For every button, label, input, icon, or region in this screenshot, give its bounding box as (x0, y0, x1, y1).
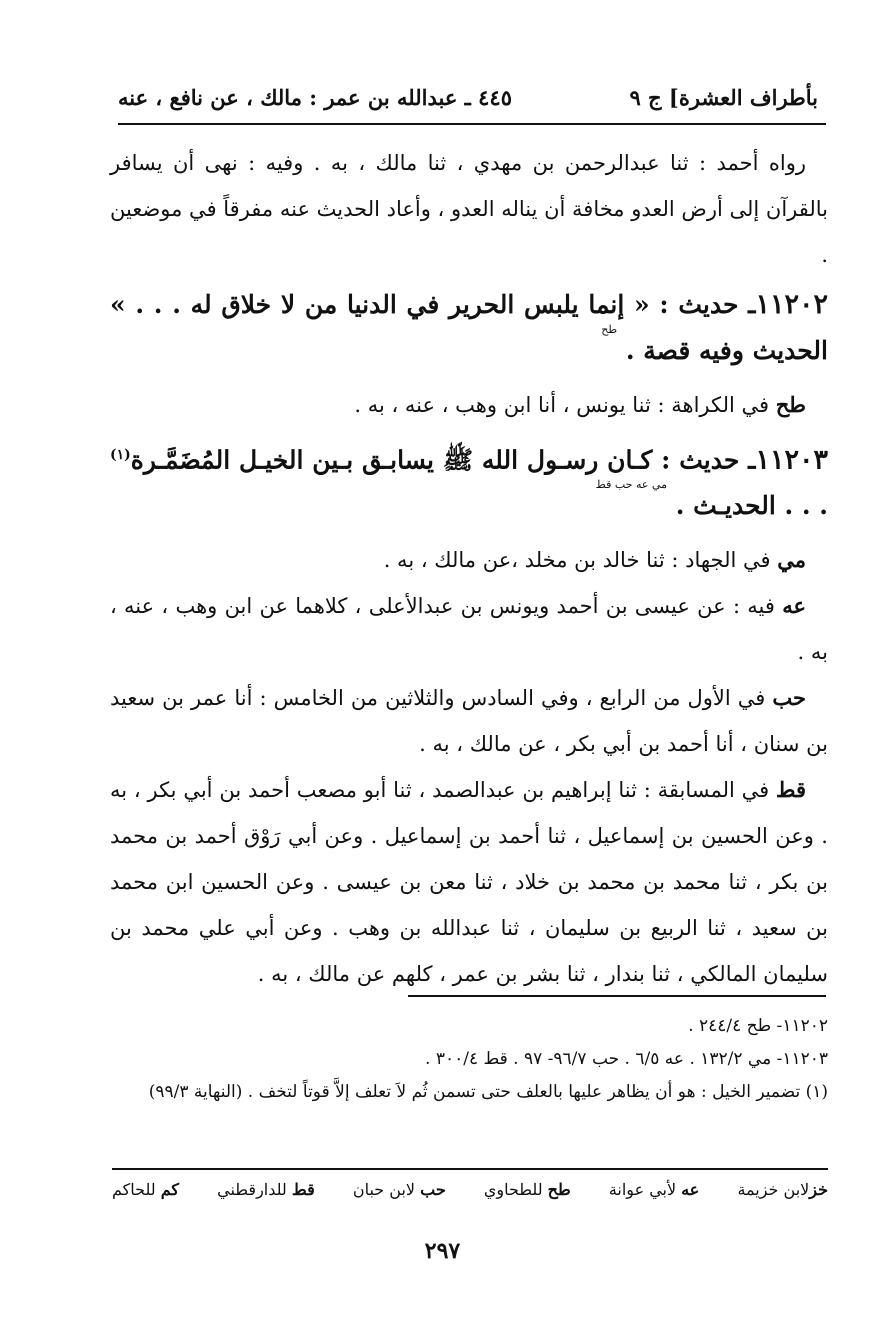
header-chapter-title: ٤٤٥ ـ عبدالله بن عمر : مالك ، عن نافع ، عنه (118, 84, 512, 110)
footer-divider (112, 1168, 828, 1170)
hadith-number: ١١٢٠٣ (755, 444, 828, 476)
header-volume-title: بأطراف العشرة] ج ٩ (629, 84, 818, 110)
legend-code: خز (809, 1180, 828, 1199)
footnotes (110, 1010, 828, 1109)
hadith-sigla: مي عه حب قط (595, 478, 667, 492)
legend-label: لأبي عوانة (608, 1180, 677, 1199)
paragraph-ibn-hibban (110, 675, 828, 767)
paragraph-text: في الأول من الرابع ، وفي السادس والثلاثين من الخامس : أنا عمر بن سعيد بن سنان ، أنا أحمد بن أبي بكر ، عن مالك ، به . (110, 686, 828, 757)
footnote-reference: ١١٢٠٢- طح ٢٤٤/٤ . (688, 1016, 828, 1036)
running-header (118, 80, 818, 114)
legend-item (484, 1180, 571, 1199)
legend-code: قط (291, 1180, 315, 1199)
legend-code: عه (681, 1180, 700, 1199)
source-code: طح (775, 392, 806, 417)
paragraph-abu-awana (110, 583, 828, 675)
footnote-marker: (١) (110, 447, 131, 463)
legend-item (609, 1180, 700, 1199)
legend-item (217, 1180, 315, 1199)
legend-code: طح (547, 1180, 571, 1199)
legend-code: كم (160, 1180, 180, 1199)
paragraph-text: في المسابقة : ثنا إبراهيم بن عبدالصمد ، ثنا أبو مصعب أحمد بن أبي بكر ، به . وعن الحسين بن إسماعيل ، ثنا أحمد بن إسماعيل . وعن أبي رَوْق أحمد بن محمد بن بكر ، ثنا محمد بن محمد بن خلاد ، ثنا معن بن عيسى . وعن الحسين ابن محمد بن سعيد ، ثنا الربيع بن سليمان ، ثنا عبدالله بن وهب . وعن أبي علي محمد بن سليمان المالكي ، ثنا بندار ، ثنا بشر بن عمر ، كلهم عن مالك ، به . (110, 778, 828, 987)
paragraph-text: رواه أحمد : ثنا عبدالرحمن بن مهدي ، ثنا مالك ، به . وفيه : نهى أن يسافر بالقرآن إلى أرض العدو مخافة أن يناله العدو ، وأعاد الحديث عنه مفرقاً في موضعين . (110, 151, 828, 267)
source-code: حب (772, 685, 806, 711)
paragraph-text: في الجهاد : ثنا خالد بن مخلد ،عن مالك ، به . (383, 548, 778, 573)
paragraph-ahmad (110, 140, 828, 278)
hadith-11202 (110, 282, 828, 374)
legend-label: للحاكم (112, 1180, 156, 1199)
footnote-note: (١) تضمير الخيل : هو أن يظاهر عليها بالعلف حتى تسمن ثُم لاَ تعلف إلاَّ قوتاً لتخف . (النهاية ٩٩/٣) (148, 1082, 828, 1102)
paragraph-tahawi (110, 382, 828, 428)
legend-label: للطحاوي (483, 1180, 543, 1199)
header-divider (118, 123, 826, 125)
legend-item (353, 1180, 446, 1199)
paragraph-text: فيه : عن عيسى بن أحمد ويونس بن عبدالأعلى ، كلاهما عن ابن وهب ، عنه ، به . (110, 594, 828, 665)
source-code: مي (777, 547, 806, 573)
footnote-divider (408, 995, 826, 997)
source-code: قط (776, 777, 806, 803)
legend-label: لابن حبان (352, 1180, 416, 1199)
legend-label: لابن خزيمة (737, 1180, 810, 1199)
legend-item (112, 1180, 179, 1199)
hadith-number: ١١٢٠٢ (755, 289, 828, 320)
abbreviation-legend (112, 1180, 828, 1199)
hadith-text: ـ حديث : « إنما يلبس الحرير في الدنيا من لا خلاق له . . . » الحديث وفيه قصة . (110, 290, 828, 365)
source-code: عه (782, 593, 806, 619)
legend-item (737, 1180, 828, 1199)
hadith-11203 (110, 432, 828, 529)
hadith-sigla: طح (601, 323, 618, 336)
paragraph-text: في الكراهة : ثنا يونس ، أنا ابن وهب ، عنه ، به . (354, 393, 776, 417)
page-number: ٢٩٧ (424, 1238, 461, 1264)
footnote-reference: ١١٢٠٣- مي ١٣٢/٢ . عه ٦/٥ . حب ٩٦/٧- ٩٧ . قط ٣٠٠/٤ . (425, 1049, 828, 1069)
hadith-text-end: . . . الحديـث . (675, 491, 828, 521)
hadith-text: ـ حديث : كـان رسـول الله ﷺ يسابـق بـين الخيـل المُضَمَّـرة (130, 445, 756, 475)
paragraph-darimi (110, 537, 828, 583)
legend-label: للدارقطني (217, 1180, 287, 1199)
main-text (110, 140, 828, 997)
legend-code: حب (420, 1180, 446, 1199)
paragraph-daraqutni (110, 767, 828, 997)
